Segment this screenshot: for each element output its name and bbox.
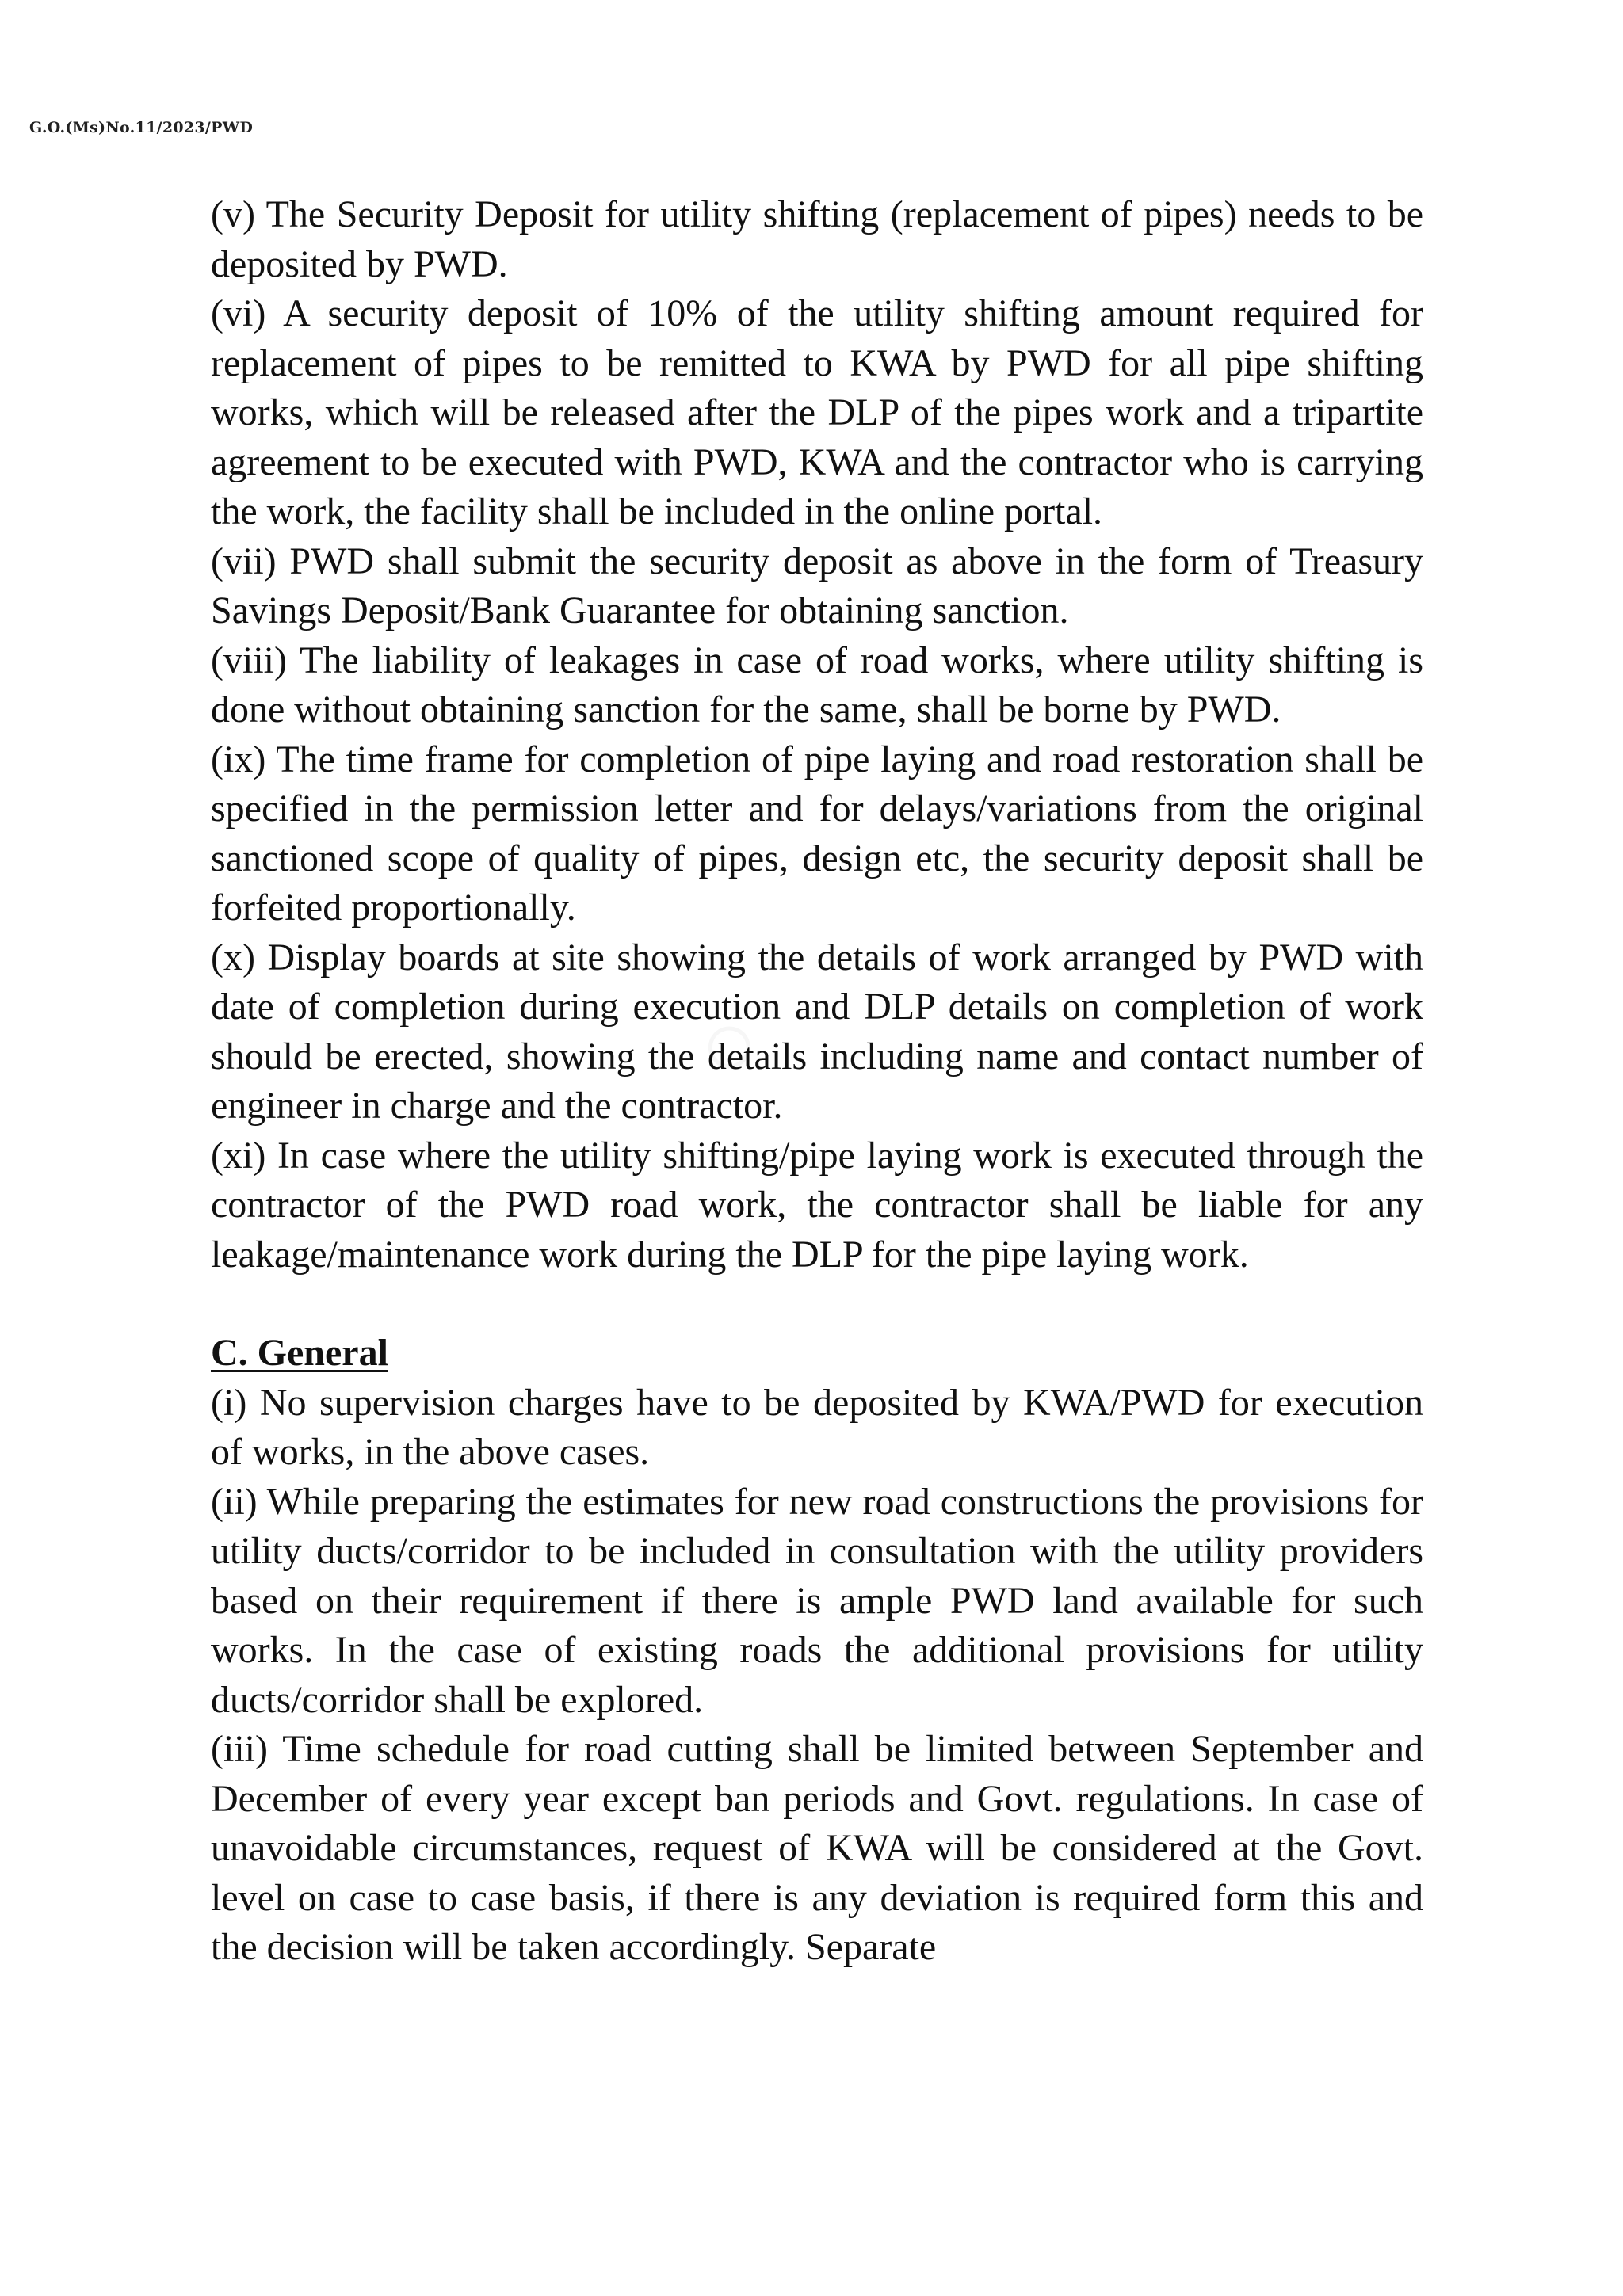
clause-b-vii: (vii) PWD shall submit the security deposit as above in the form of Treasury Savings Deposit/Bank Guarantee for obtaining sanction. [211, 540, 1423, 631]
clause-b-v: (v) The Security Deposit for utility shifting (replacement of pipes) needs to be deposited by PWD. [211, 193, 1423, 285]
clause-c-ii: (ii) While preparing the estimates for new road constructions the provisions for utility ducts/corridor to be included in consultation with the utility providers based on their requirement if there is ample PWD land available for such works. In the case of existing roads the additional provisions for utility ducts/corridor shall be explored. [211, 1480, 1423, 1721]
clause-b-ix: (ix) The time frame for completion of pipe laying and road restoration shall be specified in the permission letter and for delays/variations from the original sanctioned scope of quality of pipes, design etc, the security deposit shall be forfeited proportionally. [211, 738, 1423, 929]
clause-b-vi: (vi) A security deposit of 10% of the utility shifting amount required for replacement of pipes to be remitted to KWA by PWD for all pipe shifting works, which will be released after the DLP of the pipes work and a tripartite agreement to be executed with PWD, KWA and the contractor who is carrying the work, the facility shall be included in the online portal. [211, 292, 1423, 532]
clause-b-x: (x) Display boards at site showing the details of work arranged by PWD with date of completion during execution and DLP details on completion of work should be erected, showing the details including name and contact number of engineer in charge and the contractor. [211, 936, 1423, 1127]
section-c-heading: C. General [211, 1332, 388, 1374]
clause-c-iii: (iii) Time schedule for road cutting shall be limited between September and December of every year except ban periods and Govt. regulations. In case of unavoidable circumstances, request of KWA will be considered at the Govt. level on case to case basis, if there is any deviation is required form this and the decision will be taken accordingly. Separate [211, 1728, 1423, 1968]
clause-b-xi: (xi) In case where the utility shifting/pipe laying work is executed through the contractor of the PWD road work, the contractor shall be liable for any leakage/maintenance work during the DLP for the pipe laying work. [211, 1134, 1423, 1276]
document-reference-number: G.O.(Ms)No.11/2023/PWD [29, 119, 254, 136]
document-body [211, 190, 1423, 1973]
clause-c-i: (i) No supervision charges have to be deposited by KWA/PWD for execution of works, in the above cases. [211, 1381, 1423, 1473]
clause-b-viii: (viii) The liability of leakages in case of road works, where utility shifting is done without obtaining sanction for the same, shall be borne by PWD. [211, 639, 1423, 730]
